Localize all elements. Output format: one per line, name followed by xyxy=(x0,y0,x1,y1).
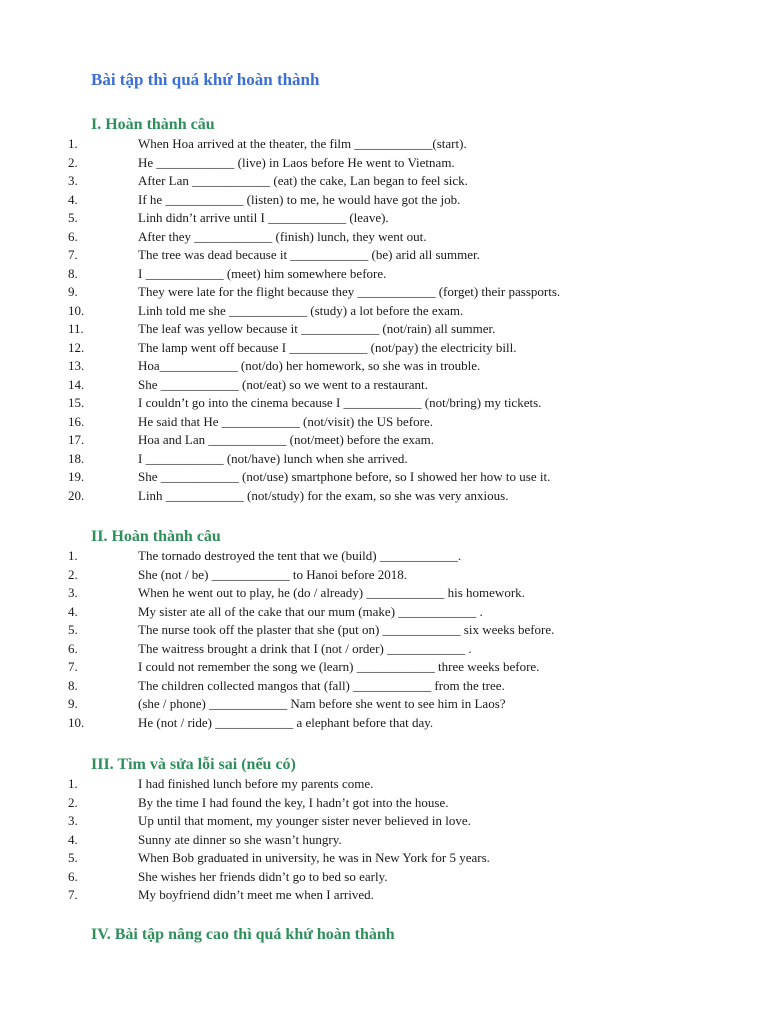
item-text: When Bob graduated in university, he was in New York for 5 years. xyxy=(138,850,490,865)
item-number: 9. xyxy=(68,696,78,711)
item-number: 6. xyxy=(68,228,78,244)
item-text: (she / phone) ____________ Nam before she went to see him in Laos? xyxy=(138,696,506,711)
item-text: After they ____________ (finish) lunch, they went out. xyxy=(138,228,427,244)
item-text: When he went out to play, he (do / already) ____________ his homework. xyxy=(138,585,525,600)
item-text: She (not / be) ____________ to Hanoi before 2018. xyxy=(138,566,407,582)
item-number: 6. xyxy=(68,640,78,656)
section-heading-3: III. Tìm và sửa lỗi sai (nếu có) xyxy=(91,756,296,773)
item-text: He said that He ____________ (not/visit) the US before. xyxy=(138,413,433,429)
item-text: He ____________ (live) in Laos before He went to Vietnam. xyxy=(138,154,455,170)
item-text: When Hoa arrived at the theater, the film ____________(start). xyxy=(138,136,467,151)
item-text: By the time I had found the key, I hadn’t got into the house. xyxy=(138,794,449,810)
item-text: Up until that moment, my younger sister never believed in love. xyxy=(138,813,471,828)
item-number: 5. xyxy=(68,210,78,225)
item-number: 5. xyxy=(68,850,78,865)
item-text: Hoa and Lan ____________ (not/meet) before the exam. xyxy=(138,432,435,447)
item-number: 5. xyxy=(68,622,78,637)
item-number: 7. xyxy=(68,659,78,674)
item-number: 6. xyxy=(68,868,78,884)
item-number: 14. xyxy=(68,376,85,392)
item-number: 2. xyxy=(68,566,78,582)
item-text: After Lan ____________ (eat) the cake, Lan began to feel sick. xyxy=(138,173,468,188)
item-text: The children collected mangos that (fall) ____________ from the tree. xyxy=(138,677,505,693)
item-number: 4. xyxy=(68,191,78,207)
item-number: 13. xyxy=(68,358,85,373)
item-number: 18. xyxy=(68,450,85,466)
item-number: 1. xyxy=(68,548,78,563)
item-number: 3. xyxy=(68,813,78,828)
item-text: The tree was dead because it ____________ (be) arid all summer. xyxy=(138,247,480,262)
item-number: 20. xyxy=(68,487,85,503)
document-title: Bài tập thì quá khứ hoàn thành xyxy=(91,70,320,89)
item-number: 8. xyxy=(68,677,78,693)
item-number: 4. xyxy=(68,603,78,619)
item-text: They were late for the flight because they ____________ (forget) their passports. xyxy=(138,284,561,299)
item-text: The waitress brought a drink that I (not / order) ____________ . xyxy=(138,640,472,656)
item-text: I had finished lunch before my parents come. xyxy=(138,776,374,791)
item-number: 17. xyxy=(68,432,85,447)
item-number: 2. xyxy=(68,154,78,170)
item-number: 2. xyxy=(68,794,78,810)
item-number: 10. xyxy=(68,714,85,730)
item-number: 7. xyxy=(68,247,78,262)
item-number: 10. xyxy=(68,302,85,318)
item-text: She ____________ (not/use) smartphone before, so I showed her how to use it. xyxy=(138,469,551,484)
item-number: 16. xyxy=(68,413,85,429)
item-text: She wishes her friends didn’t go to bed so early. xyxy=(138,868,388,884)
item-text: Linh ____________ (not/study) for the exam, so she was very anxious. xyxy=(138,487,509,503)
item-text: The nurse took off the plaster that she (put on) ____________ six weeks before. xyxy=(138,622,555,637)
item-number: 19. xyxy=(68,469,85,484)
item-number: 4. xyxy=(68,831,78,847)
section-heading-4: IV. Bài tập nâng cao thì quá khứ hoàn thành xyxy=(91,926,395,943)
item-text: I could not remember the song we (learn) ____________ three weeks before. xyxy=(138,659,540,674)
item-number: 1. xyxy=(68,776,78,791)
item-number: 1. xyxy=(68,136,78,151)
item-text: My sister ate all of the cake that our mum (make) ____________ . xyxy=(138,603,483,619)
item-text: I ____________ (meet) him somewhere before. xyxy=(138,265,387,281)
item-number: 3. xyxy=(68,585,78,600)
item-number: 12. xyxy=(68,339,85,355)
item-text: If he ____________ (listen) to me, he would have got the job. xyxy=(138,191,461,207)
item-text: My boyfriend didn’t meet me when I arrived. xyxy=(138,887,374,902)
item-text: She ____________ (not/eat) so we went to a restaurant. xyxy=(138,376,428,392)
item-number: 7. xyxy=(68,887,78,902)
item-number: 9. xyxy=(68,284,78,299)
item-text: The leaf was yellow because it ____________ (not/rain) all summer. xyxy=(138,321,496,336)
item-text: Linh didn’t arrive until I ____________ (leave). xyxy=(138,210,389,225)
item-text: The lamp went off because I ____________ (not/pay) the electricity bill. xyxy=(138,339,517,355)
item-text: I ____________ (not/have) lunch when she arrived. xyxy=(138,450,408,466)
section-heading-2: II. Hoàn thành câu xyxy=(91,528,221,545)
section-heading-1: I. Hoàn thành câu xyxy=(91,116,215,133)
item-text: Hoa____________ (not/do) her homework, so she was in trouble. xyxy=(138,358,481,373)
item-text: Linh told me she ____________ (study) a lot before the exam. xyxy=(138,302,464,318)
item-text: I couldn’t go into the cinema because I ____________ (not/bring) my tickets. xyxy=(138,395,542,410)
item-text: Sunny ate dinner so she wasn’t hungry. xyxy=(138,831,342,847)
item-number: 15. xyxy=(68,395,85,410)
item-number: 8. xyxy=(68,265,78,281)
item-number: 3. xyxy=(68,173,78,188)
item-number: 11. xyxy=(68,321,84,336)
item-text: He (not / ride) ____________ a elephant before that day. xyxy=(138,714,434,730)
item-text: The tornado destroyed the tent that we (build) ____________. xyxy=(138,548,462,563)
